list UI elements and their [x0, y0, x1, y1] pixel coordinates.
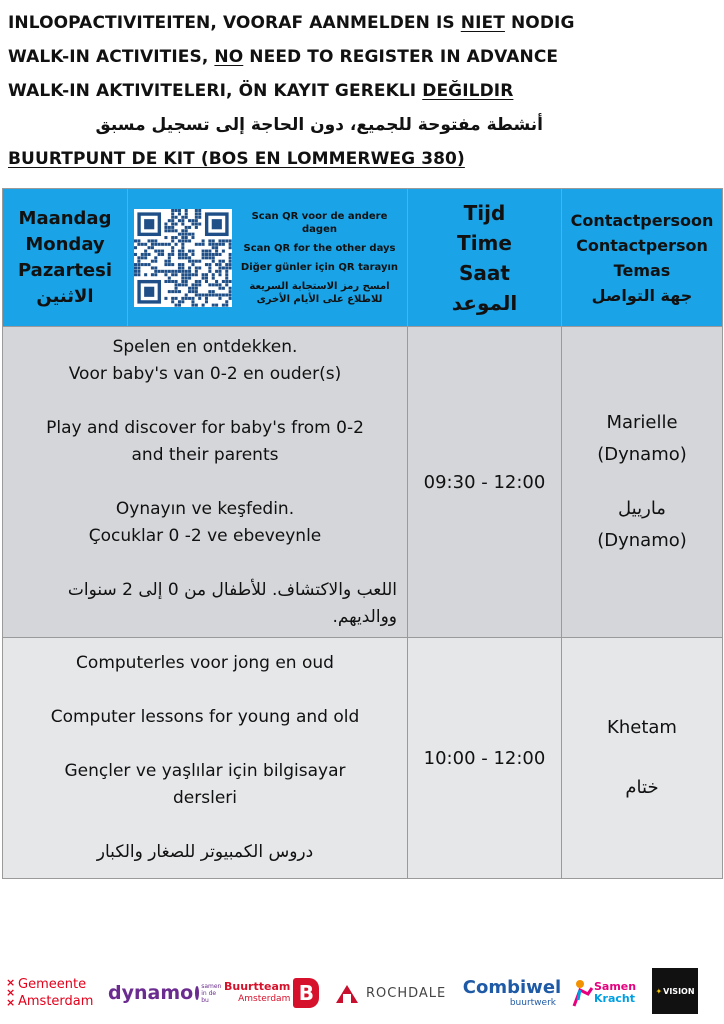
table-header-row: [3, 189, 723, 327]
contact-org-ar: (Dynamo): [597, 530, 687, 551]
day-ar: الاثنين: [36, 285, 94, 307]
desc-nl-line: Computerles voor jong en oud: [76, 653, 334, 673]
desc-en-line: Play and discover for baby's from 0-2: [46, 417, 364, 438]
kracht-text: Kracht: [594, 992, 635, 1005]
day-tr: Pazartesi: [17, 259, 113, 281]
header-line-ar: أنشطة مفتوحة للجميع، دون الحاجة إلى تسجيل مسبق: [95, 115, 543, 135]
activity-contact: [562, 327, 723, 638]
dynamo-sub: samen: [201, 982, 222, 990]
qr-cell: [128, 189, 408, 327]
header-line-nl: INLOOPACTIVITEITEN, VOORAF AANMELDEN IS NIET NODIG: [8, 13, 575, 33]
dynamo-text: dynamo: [108, 982, 194, 1004]
partner-logos: [0, 968, 724, 1024]
vision-logo: [652, 968, 698, 1014]
time-header: [408, 189, 562, 327]
combiwel-sub: buurtwerk: [509, 998, 556, 1008]
qr-text-ar: امسح رمز الاستجابة السريعة للاطلاع على الأيام الأخرى: [249, 280, 390, 305]
gemeente-amsterdam-logo: [6, 968, 102, 1018]
qr-instructions: [232, 204, 403, 312]
activity-time: 10:00 - 12:00: [408, 638, 562, 879]
dynamo-logo: [108, 968, 222, 1018]
samen-text: Samen: [594, 980, 637, 993]
header-line-tr: WALK-IN AKTIVITELERI, ÖN KAYIT GEREKLI DEĞILDIR: [8, 81, 514, 101]
vision-spark-icon: ✦: [655, 986, 663, 996]
dynamo-sub: in de bu: [201, 989, 217, 1004]
xxx-icon: × × ×: [6, 976, 16, 1009]
desc-en-line: and their parents: [131, 444, 279, 465]
combiwel-logo: [460, 968, 564, 1018]
gemeente-text: Gemeente: [18, 977, 87, 992]
activity-contact: [562, 638, 723, 879]
combiwel-text: Combiwel: [462, 977, 562, 998]
desc-nl-line: Spelen en ontdekken.: [112, 336, 298, 357]
contact-name: Khetam: [607, 717, 677, 738]
day-en: Monday: [25, 233, 105, 255]
time-header-tr: Saat: [459, 260, 510, 285]
page-header: [8, 6, 708, 176]
contact-header-tr: Temas: [613, 260, 671, 280]
schedule-table: [2, 188, 723, 879]
rochdale-text: ROCHDALE: [366, 985, 447, 1001]
activity-time: 09:30 - 12:00: [408, 327, 562, 638]
activity-description: [3, 327, 408, 638]
desc-en-line: Computer lessons for young and old: [50, 707, 360, 727]
time-header-nl: Tijd: [463, 200, 506, 225]
desc-ar-line: دروس الكمبيوتر للصغار والكبار: [96, 842, 314, 862]
qr-code-icon[interactable]: [134, 209, 232, 307]
contact-header-ar: جهة التواصل: [591, 285, 693, 305]
desc-tr-line: Gençler ve yaşlılar için bilgisayar: [64, 761, 346, 781]
dynamo-ring-icon: [195, 986, 199, 1000]
desc-tr-line: Oynayın ve keşfedin.: [115, 498, 295, 519]
qr-text-nl: Scan QR voor de andere dagen: [251, 210, 388, 235]
buurtteam-sub: Amsterdam: [238, 994, 291, 1004]
buurtteam-text: Buurtteam: [224, 980, 291, 993]
table-row: [3, 327, 723, 638]
samenkracht-figure-icon: [572, 978, 594, 1008]
desc-nl-line: Voor baby's van 0-2 en ouder(s): [68, 363, 342, 384]
rochdale-logo: [334, 968, 454, 1018]
desc-tr-line: dersleri: [173, 788, 237, 808]
contact-org: (Dynamo): [597, 444, 687, 465]
contact-header-en: Contactperson: [576, 235, 708, 255]
buurtteam-logo: [224, 968, 320, 1018]
time-header-en: Time: [457, 230, 512, 255]
contact-name: Marielle: [606, 412, 678, 433]
table-row: [3, 638, 723, 879]
buurtteam-b-icon: B: [293, 978, 319, 1008]
desc-ar-line: اللعب والاكتشاف. للأطفال من 0 إلى 2 سنوات: [67, 579, 397, 600]
amsterdam-text: Amsterdam: [18, 994, 94, 1009]
contact-header: [562, 189, 723, 327]
activity-description: [3, 638, 408, 879]
desc-tr-line: Çocuklar 0 -2 ve ebeveynle: [88, 525, 322, 546]
header-location: BUURTPUNT DE KIT (BOS EN LOMMERWEG 380): [8, 149, 465, 169]
day-header: [3, 189, 128, 327]
contact-name-ar: ختام: [625, 777, 659, 798]
contact-header-nl: Contactpersoon: [570, 210, 714, 230]
rochdale-building-icon: [334, 981, 360, 1005]
qr-text-tr: Diğer günler için QR tarayın: [240, 261, 399, 273]
day-nl: Maandag: [18, 207, 112, 229]
contact-name-ar: مارييل: [618, 498, 666, 519]
desc-ar-line: ووالديهم.: [332, 606, 397, 627]
time-header-ar: الموعد: [451, 290, 518, 315]
samenkracht-logo: [572, 968, 642, 1018]
qr-text-en: Scan QR for the other days: [243, 242, 396, 254]
vision-text: VISION: [663, 986, 695, 996]
header-line-en: WALK-IN ACTIVITIES, NO NEED TO REGISTER IN ADVANCE: [8, 47, 559, 67]
